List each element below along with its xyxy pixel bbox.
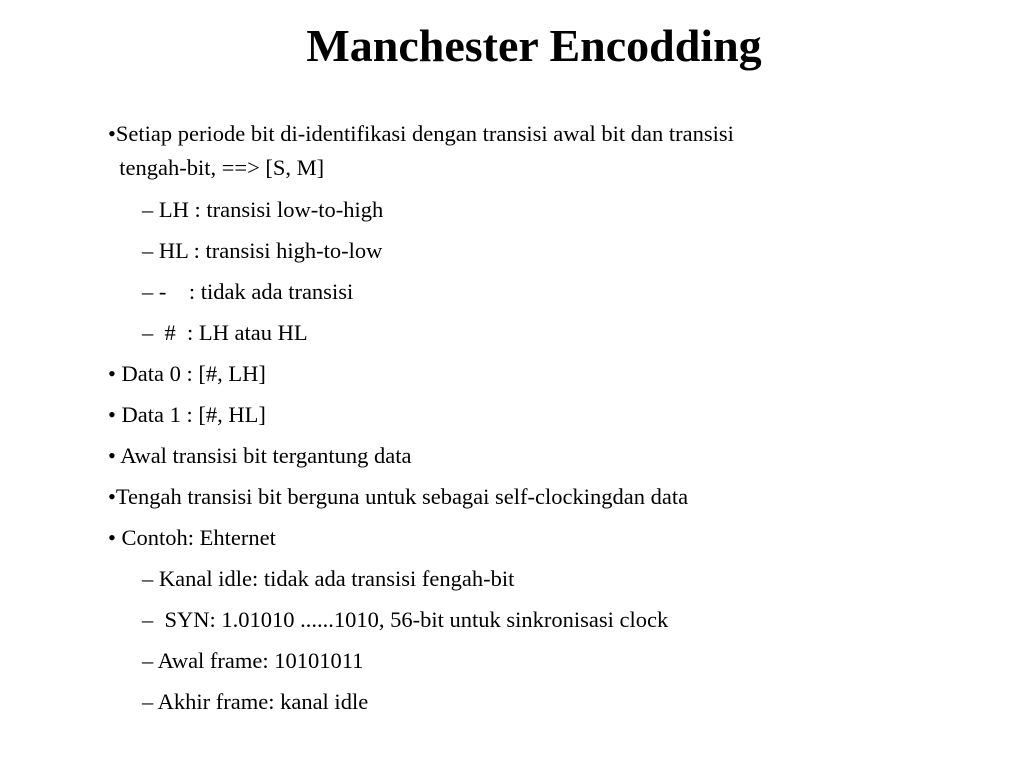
sub-bullet-hl: – HL : transisi high-to-low bbox=[142, 238, 383, 263]
bullet-data-0: • Data 0 : [#, LH] bbox=[108, 361, 266, 386]
bullet-contoh: • Contoh: Ehternet bbox=[108, 525, 276, 550]
sub-bullet-syn: – SYN: 1.01010 ......1010, 56-bit untuk sinkronisasi clock bbox=[142, 607, 669, 632]
bullet-data-1: • Data 1 : [#, HL] bbox=[108, 402, 266, 427]
bullet-awal-transisi: • Awal transisi bit tergantung data bbox=[108, 443, 412, 468]
sub-bullet-no-transition: – - : tidak ada transisi bbox=[142, 279, 354, 304]
sub-bullet-hash: – # : LH atau HL bbox=[142, 320, 308, 345]
bullet-line-1-continuation: tengah-bit, ==> [S, M] bbox=[108, 155, 325, 180]
sub-bullet-lh: – LH : transisi low-to-high bbox=[142, 197, 384, 222]
sub-bullet-akhir-frame: – Akhir frame: kanal idle bbox=[142, 689, 369, 714]
sub-bullet-kanal-idle: – Kanal idle: tidak ada transisi fengah-bit bbox=[142, 566, 515, 591]
bullet-line-1: •Setiap periode bit di-identifikasi dengan transisi awal bit dan transisi bbox=[108, 121, 734, 146]
slide-title: Manchester Encodding bbox=[306, 20, 762, 71]
sub-bullet-awal-frame: – Awal frame: 10101011 bbox=[142, 648, 364, 673]
bullet-tengah-transisi: •Tengah transisi bit berguna untuk sebagai self-clockingdan data bbox=[108, 484, 689, 509]
